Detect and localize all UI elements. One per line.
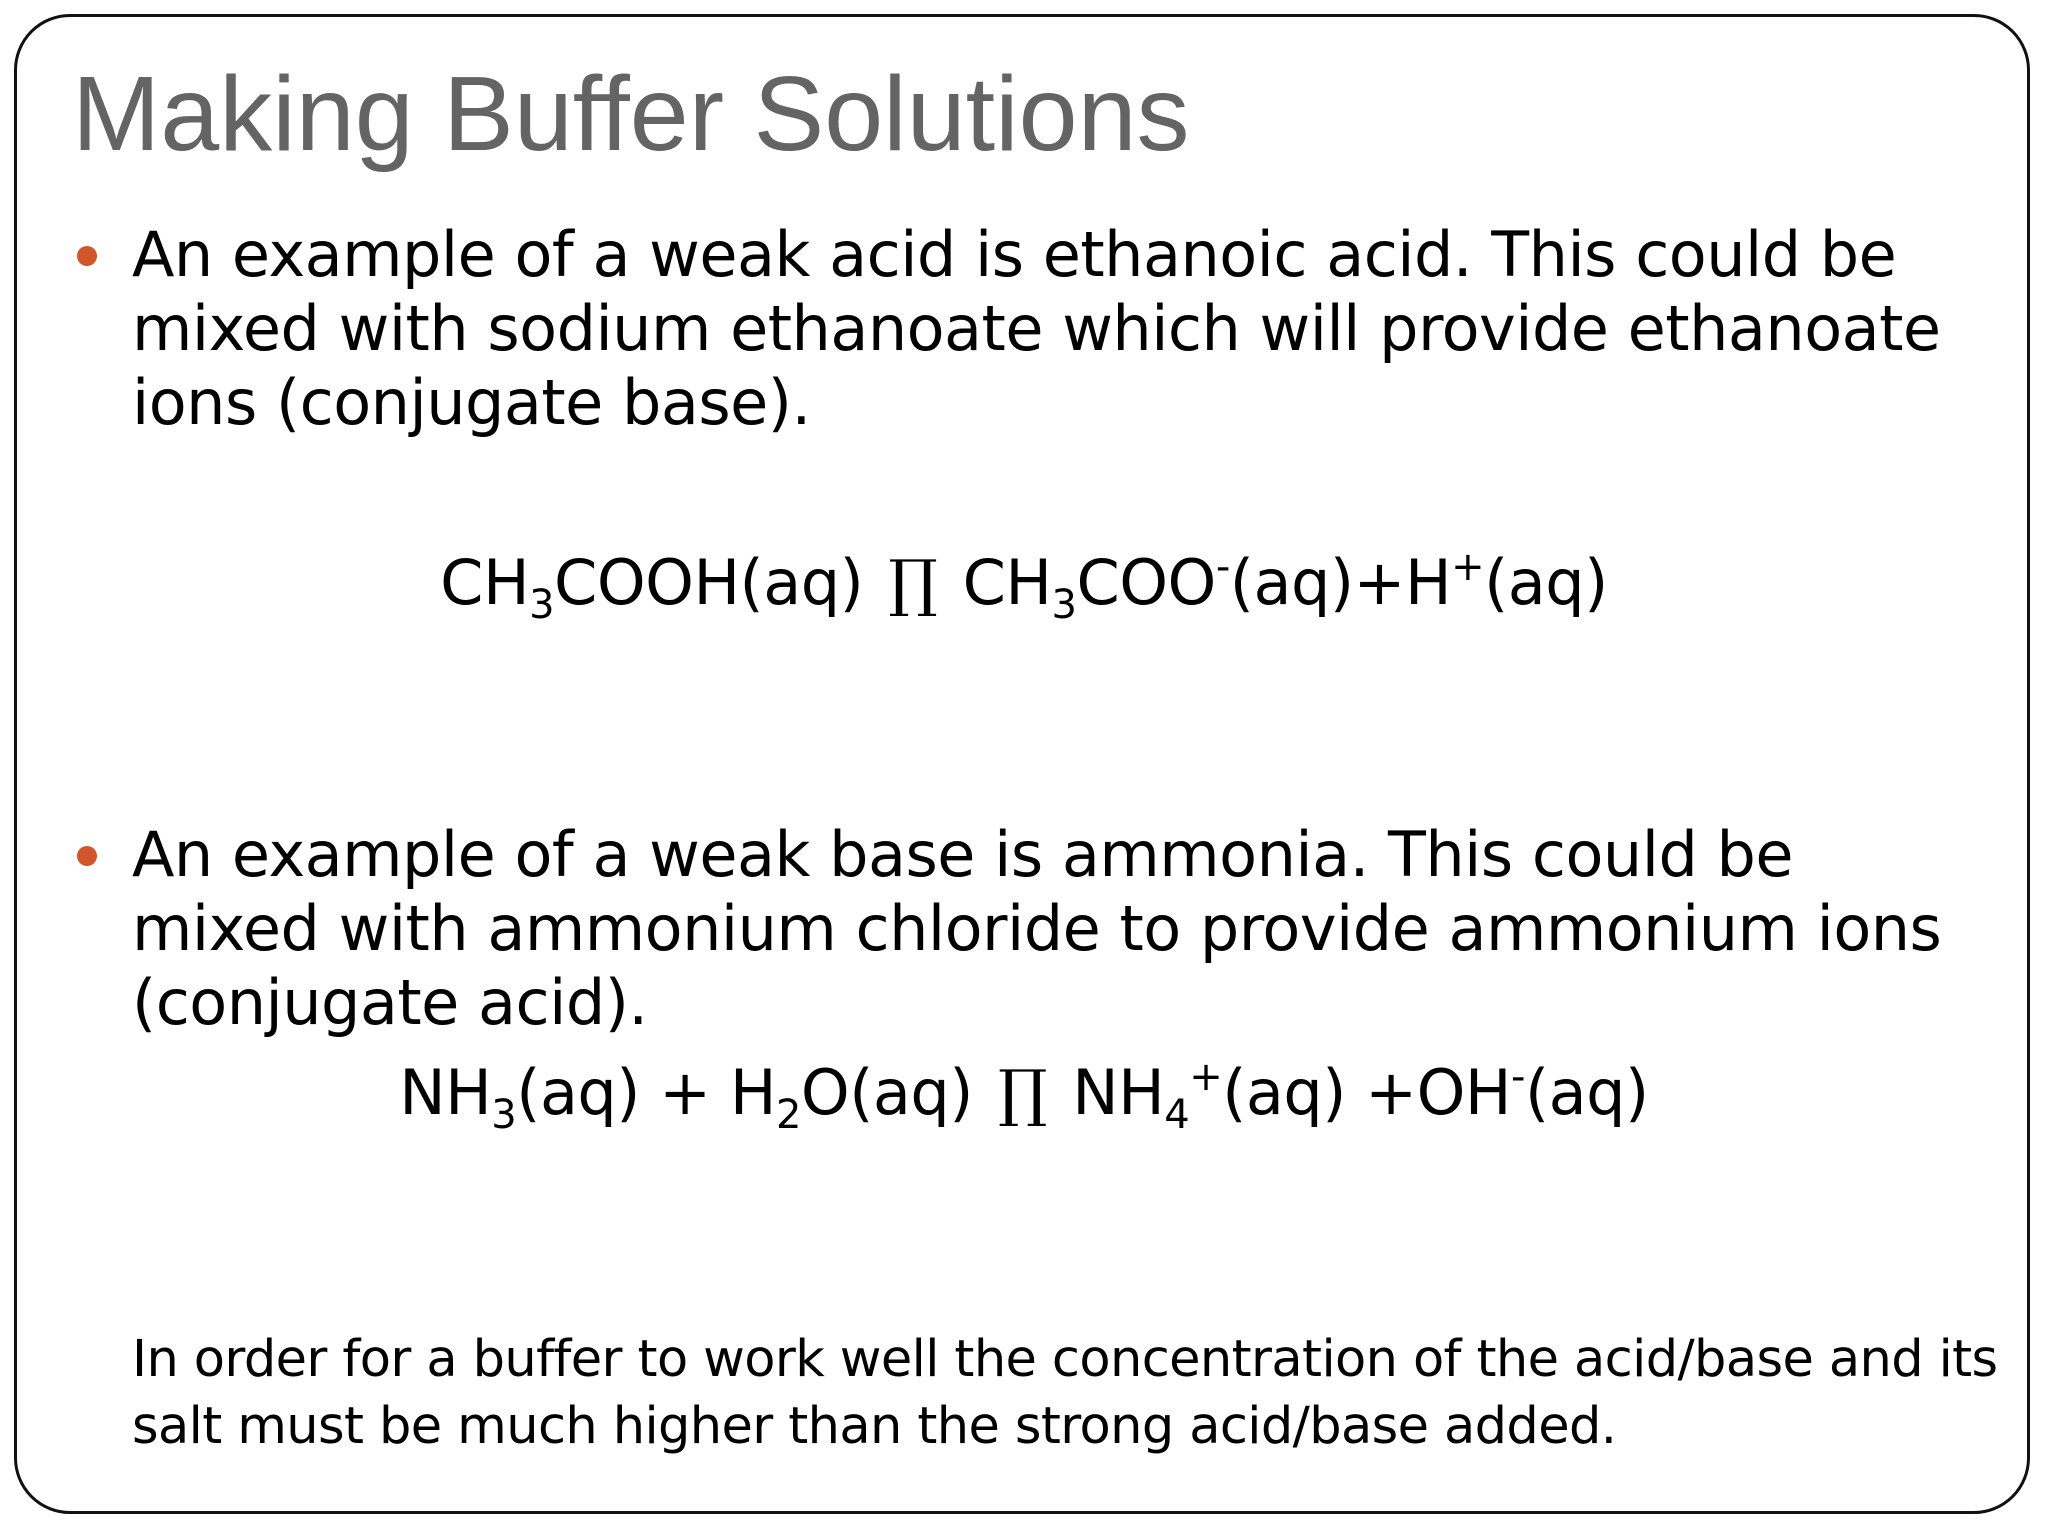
eq-subscript: 3 [1051,582,1077,628]
eq-subscript: 2 [775,1092,801,1138]
eq-superscript: + [1189,1054,1223,1100]
eq-text: O(aq) [800,1056,993,1129]
eq-text: COOH(aq) [554,546,883,619]
eq-text: (aq) +OH [1222,1056,1512,1129]
bullet-dot-icon [77,846,97,866]
eq-superscript: - [1511,1054,1525,1100]
eq-subscript: 3 [529,582,555,628]
equilibrium-symbol: ∏ [998,1056,1048,1129]
eq-text: COO [1076,546,1216,619]
equation-ammonia [0,1054,2048,1138]
eq-text: (aq) [1484,546,1608,619]
eq-text: CH [943,546,1052,619]
eq-text: NH [399,1056,492,1129]
eq-text: (aq) [1524,1056,1649,1129]
eq-text: (aq) + H [516,1056,776,1129]
bullet-item-weak-base [72,818,1972,1040]
equation-ethanoic-acid [0,544,2048,628]
eq-text: (aq)+H [1229,546,1452,619]
eq-text: NH [1053,1056,1165,1129]
equilibrium-symbol: ∏ [888,546,938,619]
buffer-note: In order for a buffer to work well the concentration of the acid/base and its salt must be much higher than the strong acid/base added. [132,1330,1998,1456]
bullet-dot-icon [77,246,97,266]
bullet-text: An example of a weak base is ammonia. This could be mixed with ammonium chloride to provide ammonium ions (conjugate acid). [132,818,1942,1039]
eq-superscript: + [1451,544,1485,590]
eq-subscript: 4 [1164,1092,1190,1138]
bullet-text: An example of a weak acid is ethanoic acid. This could be mixed with sodium ethanoate which will provide ethanoate ions (conjugate base). [132,218,1941,439]
bullet-item-weak-acid [72,218,1972,440]
eq-text: CH [440,546,530,619]
slide-title: Making Buffer Solutions [72,55,1190,173]
eq-subscript: 3 [491,1092,517,1138]
eq-superscript: - [1215,544,1230,590]
